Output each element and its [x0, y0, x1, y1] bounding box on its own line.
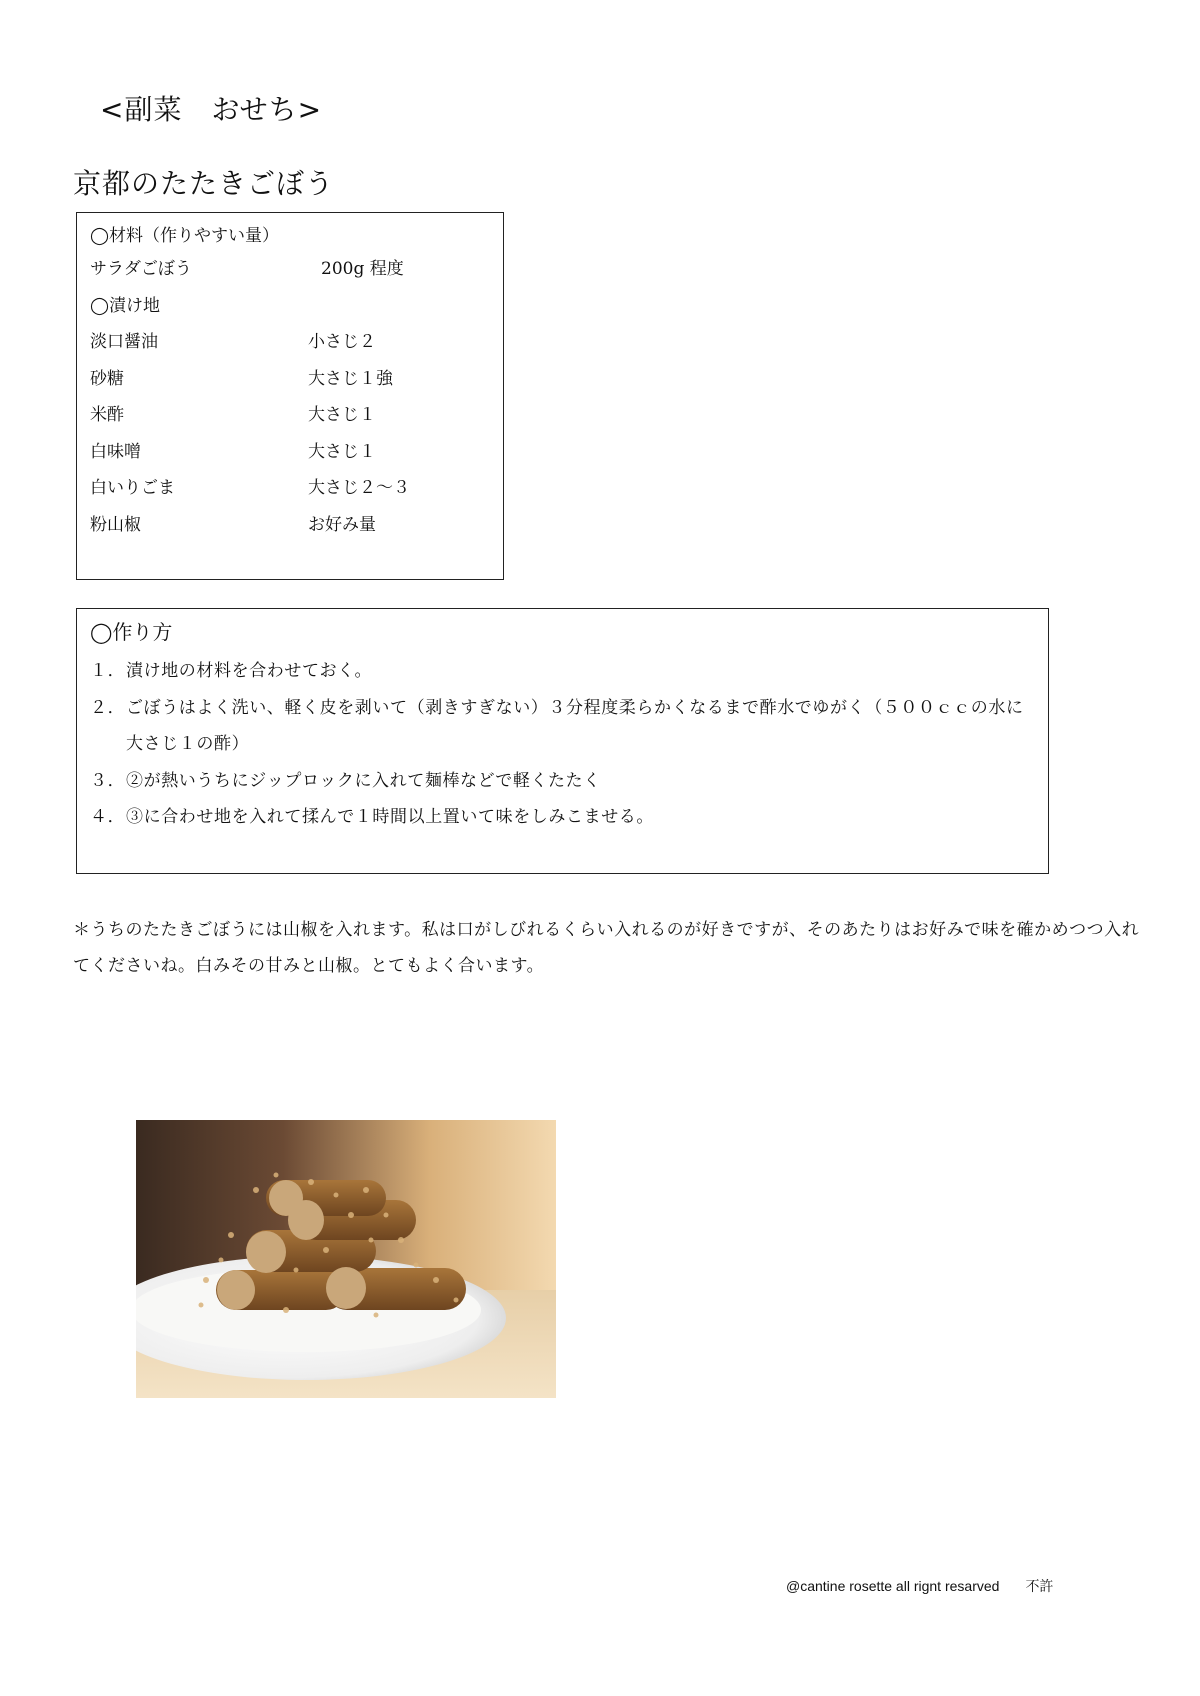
step-number: ４． — [90, 807, 126, 827]
footer-copyright — [786, 1576, 1053, 1596]
ingredient-name: 白味噌 — [90, 441, 141, 462]
method-box — [76, 608, 1049, 874]
ingredient-name: 米酢 — [90, 405, 124, 425]
ingredients-header: ◯材料（作りやすい量） — [90, 226, 280, 246]
copyright-text: @cantine rosette all rignt resarved — [786, 1578, 1000, 1594]
step-number: ２． — [90, 697, 126, 718]
ingredient-name: 淡口醤油 — [90, 332, 158, 352]
method-steps — [90, 653, 1038, 836]
step-text: ごぼうはよく洗い、軽く皮を剥いて（剥きすぎない）３分程度柔らかくなるまで酢水でゆがく（５００ｃｃの水に大さじ１の酢） — [126, 697, 1024, 754]
copyright-mark: 不許 — [1025, 1579, 1054, 1595]
step-text: 漬け地の材料を合わせておく。 — [126, 661, 373, 681]
ingredient-amount: 大さじ２～３ — [308, 478, 410, 498]
ingredient-name: 粉山椒 — [90, 514, 141, 535]
category-heading: <副菜 おせち> — [100, 93, 323, 126]
ingredient-amount: 200g 程度 — [321, 259, 404, 279]
method-header: ◯作り方 — [90, 620, 173, 644]
ingredient-amount: 小さじ２ — [308, 332, 376, 352]
ingredient-name: 砂糖 — [90, 368, 124, 389]
ingredient-amount: 大さじ１強 — [308, 368, 393, 389]
ingredient-name: 白いりごま — [90, 478, 175, 498]
step-text: ②が熱いうちにジップロックに入れて麺棒などで軽くたたく — [126, 770, 601, 791]
method-step — [90, 690, 1038, 763]
ingredient-amount: 大さじ１ — [308, 441, 376, 462]
recipe-title: 京都のたたきごぼう — [73, 167, 335, 200]
recipe-note: ＊うちのたたきごぼうには山椒を入れます。私は口がしびれるくらい入れるのが好きですが、そのあたりはお好みで味を確かめつつ入れてくださいね。白みその甘みと山椒。とてもよく合います。 — [73, 920, 1140, 976]
ingredient-name: ◯漬け地 — [90, 295, 161, 316]
step-text: ③に合わせ地を入れて揉んで１時間以上置いて味をしみこませる。 — [126, 807, 654, 827]
ingredient-amount: お好み量 — [308, 514, 376, 535]
ingredient-amount: 大さじ１ — [308, 405, 376, 425]
method-step — [90, 763, 1038, 800]
ingredients-box — [76, 212, 504, 580]
step-number: １． — [90, 661, 126, 681]
method-step — [90, 799, 1038, 836]
step-number: ３． — [90, 770, 126, 791]
method-step — [90, 653, 1038, 690]
dish-photo — [136, 1120, 556, 1398]
ingredient-name: サラダごぼう — [90, 259, 192, 279]
